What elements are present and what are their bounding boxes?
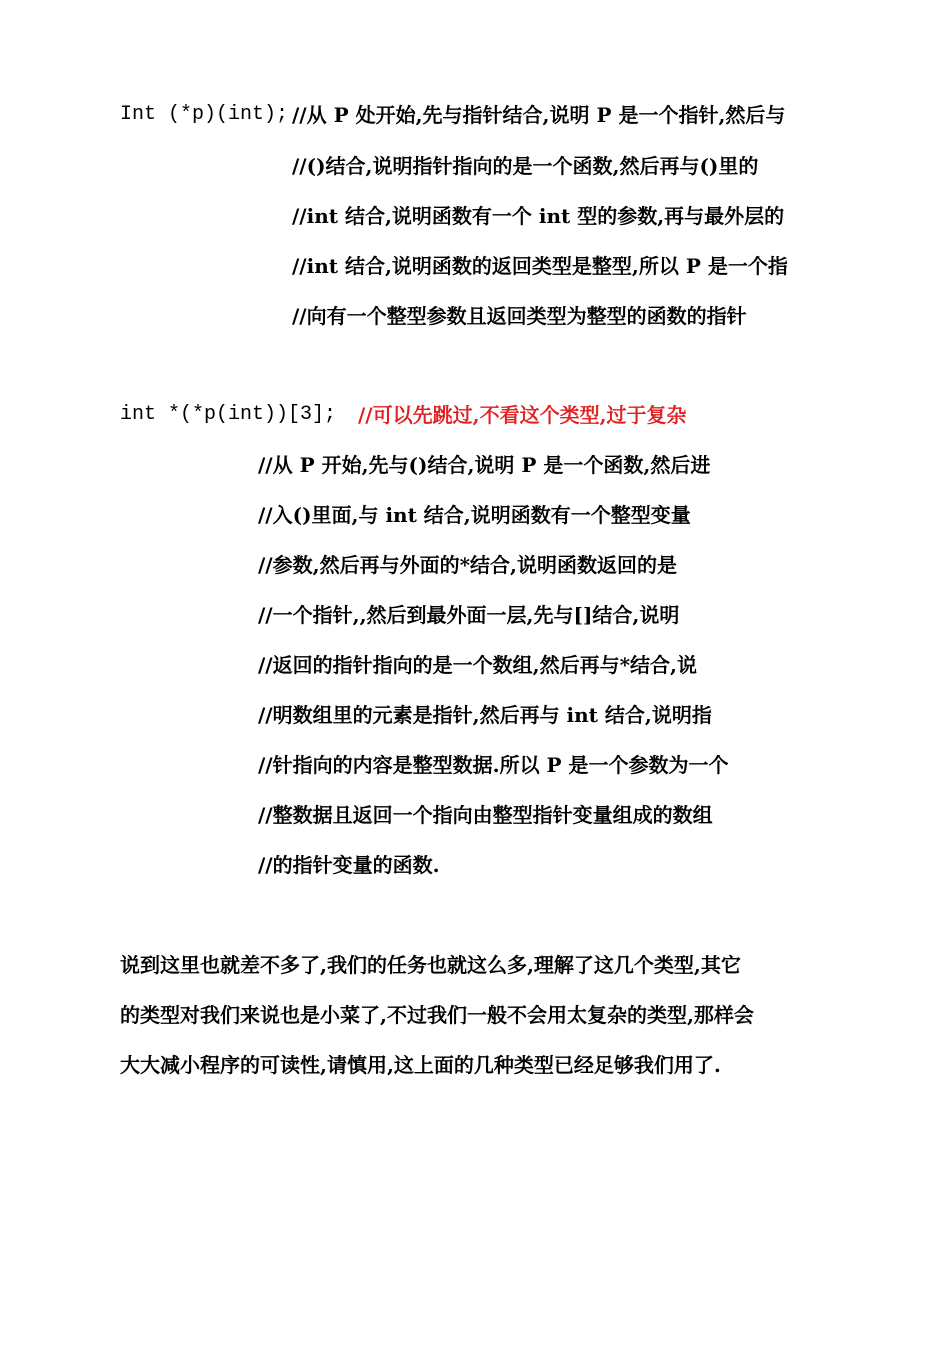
comment-line: //从 P 开始,先与()结合,说明 P 是一个函数,然后进 <box>258 453 711 477</box>
comment-line: //一个指针,,然后到最外面一层,先与[]结合,说明 <box>258 603 680 627</box>
paragraph-line: 的类型对我们来说也是小菜了,不过我们一般不会用太复杂的类型,那样会 <box>120 1003 754 1027</box>
paragraph-line: 大大减小程序的可读性,请慎用,这上面的几种类型已经足够我们用了. <box>120 1053 721 1077</box>
comment-line: //参数,然后再与外面的*结合,说明函数返回的是 <box>258 553 677 577</box>
comment-line: //整数据且返回一个指向由整型指针变量组成的数组 <box>258 803 713 827</box>
paragraph-line: 说到这里也就差不多了,我们的任务也就这么多,理解了这几个类型,其它 <box>120 953 741 977</box>
comment-line: //()结合,说明指针指向的是一个函数,然后再与()里的 <box>292 154 759 178</box>
comment-line: //向有一个整型参数且返回类型为整型的函数的指针 <box>292 304 747 328</box>
comment-line: //int 结合,说明函数的返回类型是整型,所以 P 是一个指 <box>292 254 788 278</box>
comment-line: //针指向的内容是整型数据.所以 P 是一个参数为一个 <box>258 753 729 777</box>
comment-line: //int 结合,说明函数有一个 int 型的参数,再与最外层的 <box>292 204 785 228</box>
skip-note: //可以先跳过,不看这个类型,过于复杂 <box>358 403 687 427</box>
comment-line: //返回的指针指向的是一个数组,然后再与*结合,说 <box>258 653 697 677</box>
code-declaration: int *(*p(int))[3]; <box>120 403 337 426</box>
comment-line: //入()里面,与 int 结合,说明函数有一个整型变量 <box>258 503 691 527</box>
comment-line: //明数组里的元素是指针,然后再与 int 结合,说明指 <box>258 703 712 727</box>
code-declaration: Int (*p)(int); <box>120 103 289 126</box>
comment-line: //的指针变量的函数. <box>258 853 440 877</box>
comment-line: //从 P 处开始,先与指针结合,说明 P 是一个指针,然后与 <box>292 103 786 127</box>
